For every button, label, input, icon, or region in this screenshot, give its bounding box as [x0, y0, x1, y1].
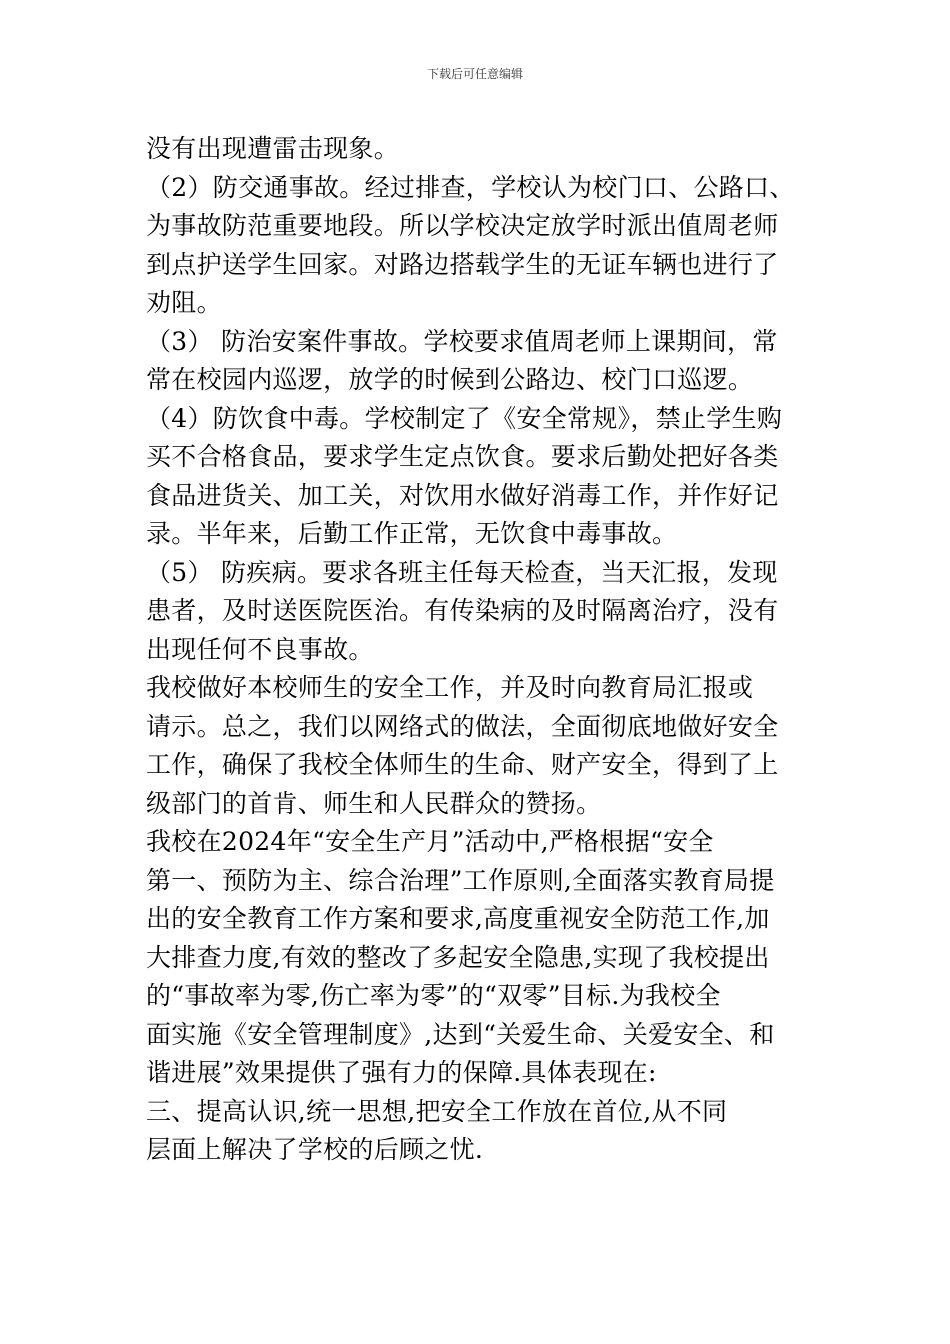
text-line: 出现任何不良事故。: [146, 634, 374, 664]
text-line: 食品进货关、加工关，对饮用水做好消毒工作，并作好记: [146, 480, 779, 510]
text-line: 级部门的首肯、师生和人民群众的赞扬。: [146, 788, 602, 818]
text-line: 大排查力度,有效的整改了多起安全隐患,实现了我校提出: [146, 942, 770, 972]
text-line: （3） 防治安案件事故。学校要求值周老师上课期间，常: [146, 326, 778, 356]
text-line: 买不合格食品，要求学生定点饮食。要求后勤处把好各类: [146, 442, 779, 471]
text-line: 录。半年来，后勤工作正常，无饮食中毒事故。: [146, 519, 678, 548]
text-line: （2）防交通事故。经过排查，学校认为校门口、公路口、: [146, 172, 795, 202]
text-line: 我校在2024年“安全生产月”活动中,严格根据“安全: [146, 827, 714, 856]
text-line: 没有出现遭雷击现象。: [146, 134, 400, 163]
document-body: [146, 130, 816, 1170]
text-line: 第一、预防为主、综合治理”工作原则,全面落实教育局提: [146, 865, 775, 895]
text-line: 出的安全教育工作方案和要求,高度重视安全防范工作,加: [146, 904, 770, 933]
text-line: 谐进展”效果提供了强有力的保障.具体表现在:: [146, 1058, 657, 1087]
text-line: 患者，及时送医院医治。有传染病的及时隔离治疗，没有: [146, 596, 779, 625]
text-line: 我校做好本校师生的安全工作，并及时向教育局汇报或: [146, 673, 754, 702]
text-line: 面实施《安全管理制度》,达到“关爱生命、关爱安全、和: [146, 1019, 775, 1049]
text-line: （4）防饮食中毒。学校制定了《安全常规》，禁止学生购: [146, 403, 783, 433]
text-line: 请示。总之，我们以网络式的做法，全面彻底地做好安全: [146, 711, 779, 741]
text-line: （5） 防疾病。要求各班主任每天检查，当天汇报，发现: [146, 557, 778, 587]
text-line: 的“事故率为零,伤亡率为零”的“双零”目标.为我校全: [146, 981, 721, 1010]
text-line: 三、提高认识,统一思想,把安全工作放在首位,从不同: [146, 1096, 728, 1126]
text-line: 层面上解决了学校的后顾之忧.: [146, 1135, 484, 1164]
text-line: 工作，确保了我校全体师生的生命、财产安全，得到了上: [146, 750, 779, 779]
page-header: 下载后可任意编辑: [426, 67, 523, 81]
text-line: 劝阻。: [146, 288, 222, 317]
text-line: 常在校园内巡逻，放学的时候到公路边、校门口巡逻。: [146, 365, 754, 394]
text-line: 为事故防范重要地段。所以学校决定放学时派出值周老师: [146, 211, 779, 240]
text-line: 到点护送学生回家。对路边搭载学生的无证车辆也进行了: [146, 249, 779, 279]
